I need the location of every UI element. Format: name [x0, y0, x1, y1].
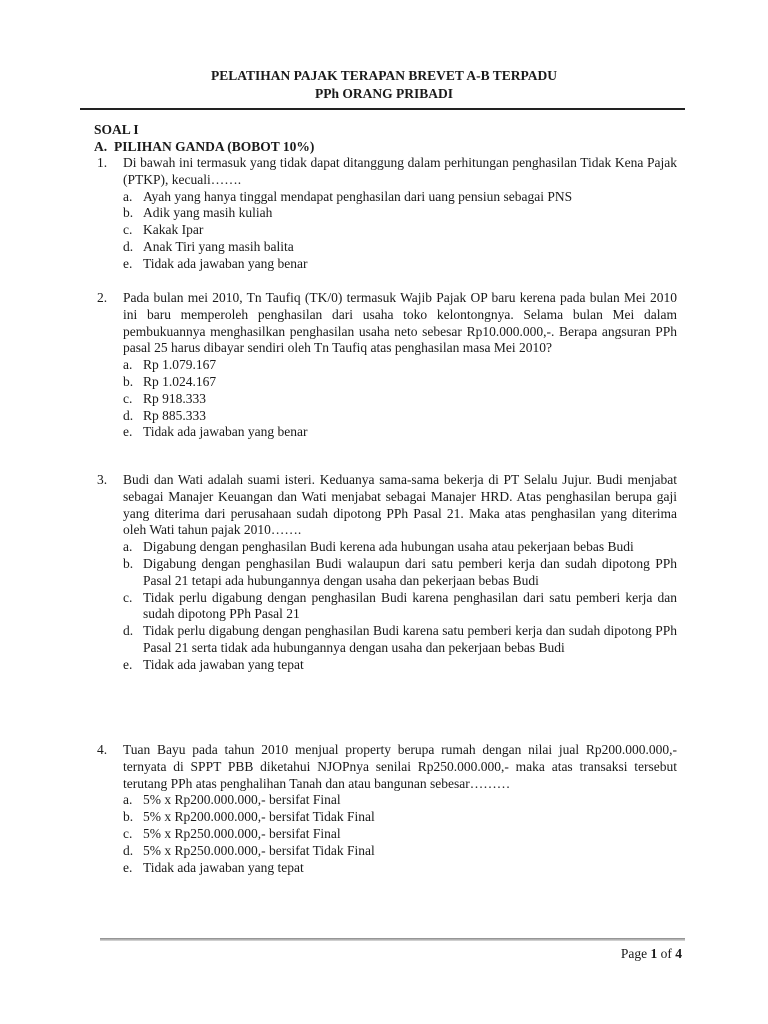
question-number: 1.	[97, 155, 108, 170]
option-text: Kakak Ipar	[143, 222, 204, 238]
footer-divider	[100, 938, 685, 941]
document-subtitle: PPh ORANG PRIBADI	[314, 86, 453, 101]
option-item	[123, 623, 677, 657]
option-item	[123, 424, 677, 441]
question-number: 4.	[97, 742, 108, 757]
option-letter: e.	[123, 255, 133, 271]
option-text: Tidak ada jawaban yang tepat	[143, 859, 304, 875]
option-letter: b.	[123, 205, 134, 221]
option-text: Tidak ada jawaban yang tepat	[143, 656, 304, 672]
option-letter: e.	[123, 424, 133, 440]
option-text: Tidak ada jawaban yang benar	[143, 255, 308, 271]
option-item	[123, 556, 677, 590]
option-letter: b.	[123, 373, 134, 389]
option-list	[123, 357, 677, 441]
page-word: Page	[620, 946, 648, 961]
question-text: Di bawah ini termasuk yang tidak dapat ditanggung dalam perhitungan penghasilan Tidak Kena Pajak (PTKP), kecuali…….	[123, 155, 677, 187]
question-number: 2.	[97, 290, 108, 305]
option-item	[123, 374, 677, 391]
option-text: Ayah yang hanya tinggal mendapat penghasilan dari uang pensiun sebagai PNS	[143, 188, 573, 204]
option-item	[123, 590, 677, 624]
question-3	[97, 472, 677, 674]
option-letter: b.	[123, 555, 134, 571]
question-text: Pada bulan mei 2010, Tn Taufiq (TK/0) termasuk Wajib Pajak OP baru kerena pada bulan Mei 2010 ini baru memperoleh penghasilan dari usaha toko kelontongnya. Selama bulan Mei dalam pembukuannya menghasilkan penghasilan usaha neto sebesar Rp10.000.000,-. Berapa angsuran PPh pasal 25 harus dibayar sendiri oleh Tn Taufiq atas penghasilan masa Mei 2010?	[123, 290, 677, 356]
option-letter: d.	[123, 623, 134, 639]
option-letter: d.	[123, 238, 134, 254]
option-text: Adik yang masih kuliah	[143, 205, 273, 221]
option-text: Tidak perlu digabung dengan penghasilan Budi karena satu pemberi kerja dan sudah dipotong PPh Pasal 21 serta tidak ada hubungannya dengan usaha dan pekerjaan bebas Budi	[143, 623, 677, 655]
option-text: 5% x Rp200.000.000,- bersifat Tidak Final	[143, 809, 375, 825]
question-text: Budi dan Wati adalah suami isteri. Keduanya sama-sama bekerja di PT Selalu Jujur. Budi menjabat sebagai Manajer Keuangan dan Wati menjabat sebagai Manajer HRD. Atas penghasilan berupa gaji yang diterima dari perusahaan sudah dipotong PPh Pasal 21. Maka atas penghasilan yang diterima oleh Wati tahun pajak 2010…….	[123, 472, 677, 538]
option-letter: c.	[123, 390, 133, 406]
option-item	[123, 391, 677, 408]
document-title: PELATIHAN PAJAK TERAPAN BREVET A-B TERPADU	[211, 68, 557, 83]
option-item	[123, 256, 677, 273]
of-word: of	[660, 946, 672, 961]
option-list	[123, 792, 677, 876]
question-text: Tuan Bayu pada tahun 2010 menjual property berupa rumah dengan nilai jual Rp200.000.000,- ternyata di SPPT PBB diketahui NJOPnya senilai Rp250.000.000,- maka atas transaksi tersebut terutang PPh atas penghalihan Tanah dan atau bangunan sebesar………	[123, 742, 677, 791]
option-text: Tidak perlu digabung dengan penghasilan Budi karena penghasilan dari satu pemberi kerja dan sudah dipotong PPh Pasal 21	[143, 589, 677, 622]
option-item	[123, 860, 677, 877]
page-number	[621, 946, 682, 962]
section-heading: SOAL I	[94, 122, 139, 137]
part-heading	[94, 139, 314, 155]
option-letter: e.	[123, 859, 133, 875]
page-current: 1	[650, 946, 658, 961]
option-letter: a.	[123, 357, 133, 373]
option-letter: d.	[123, 842, 134, 858]
option-item	[123, 843, 677, 860]
question-4	[97, 742, 677, 876]
question-number: 3.	[97, 472, 108, 487]
option-letter: a.	[123, 188, 133, 204]
option-list	[123, 539, 677, 673]
part-letter: A.	[94, 139, 108, 154]
option-letter: c.	[123, 825, 133, 841]
option-item	[123, 809, 677, 826]
option-letter: d.	[123, 407, 134, 423]
option-text: 5% x Rp200.000.000,- bersifat Final	[143, 792, 341, 808]
option-text: 5% x Rp250.000.000,- bersifat Tidak Final	[143, 842, 375, 858]
option-text: Tidak ada jawaban yang benar	[143, 424, 308, 440]
option-text: Rp 918.333	[143, 390, 207, 406]
option-letter: b.	[123, 809, 134, 825]
option-text: Digabung dengan penghasilan Budi kerena ada hubungan usaha atau pekerjaan bebas Budi	[143, 539, 634, 555]
option-item	[123, 539, 677, 556]
question-1	[97, 155, 677, 273]
option-item	[123, 222, 677, 239]
part-title: PILIHAN GANDA (BOBOT 10%)	[114, 139, 315, 154]
option-item	[123, 189, 677, 206]
option-item	[123, 657, 677, 674]
option-list	[123, 189, 677, 273]
option-letter: a.	[123, 792, 133, 808]
option-text: Anak Tiri yang masih balita	[143, 238, 294, 254]
option-text: Rp 1.024.167	[143, 373, 217, 389]
option-item	[123, 408, 677, 425]
option-letter: e.	[123, 656, 133, 672]
option-item	[123, 239, 677, 256]
header-divider	[80, 108, 685, 110]
option-item	[123, 792, 677, 809]
option-text: Rp 885.333	[143, 407, 207, 423]
option-text: Digabung dengan penghasilan Budi walaupun dari satu pemberi kerja dan sudah dipotong PPh Pasal 21 tetapi ada hubungannya dengan usaha dan pekerjaan bebas Budi	[143, 555, 677, 588]
option-letter: a.	[123, 539, 133, 555]
option-text: Rp 1.079.167	[143, 357, 217, 373]
page-total: 4	[675, 946, 682, 961]
option-item	[123, 205, 677, 222]
question-2	[97, 290, 677, 441]
option-letter: c.	[123, 222, 133, 238]
option-item	[123, 826, 677, 843]
option-letter: c.	[123, 589, 133, 605]
option-text: 5% x Rp250.000.000,- bersifat Final	[143, 825, 341, 841]
option-item	[123, 357, 677, 374]
